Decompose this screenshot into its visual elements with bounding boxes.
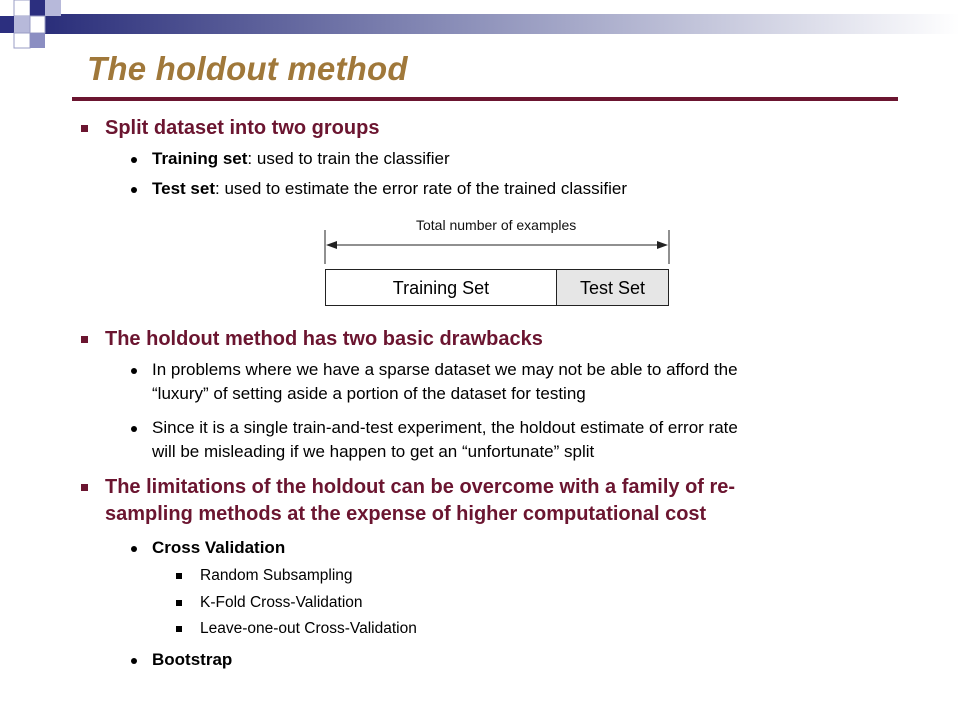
diagram-total-label: Total number of examples [416, 217, 577, 233]
bullet-split-dataset: Split dataset into two groups [105, 115, 379, 142]
round-bullet-icon [131, 658, 137, 664]
list-item-test-set: Test set: used to estimate the error rate of the trained classifier [152, 177, 627, 201]
square-bullet-icon [81, 125, 88, 132]
bullet-limitations: The limitations of the holdout can be overcome with a family of re- sampling methods at the expense of higher computational cost [105, 474, 735, 528]
bullet-drawbacks: The holdout method has two basic drawbacks [105, 326, 543, 353]
square-bullet-icon [176, 573, 182, 579]
list-item-single-experiment: Since it is a single train-and-test experiment, the holdout estimate of error rate will be misleading if we happen to get an “unfortunate” split [152, 416, 738, 464]
round-bullet-icon [131, 368, 137, 374]
page-title: The holdout method [87, 50, 408, 87]
square-bullet-icon [176, 626, 182, 632]
list-item-training-set: Training set: used to train the classifier [152, 147, 450, 171]
header-decoration [0, 0, 960, 56]
square-bullet-icon [81, 336, 88, 343]
square-bullet-icon [176, 600, 182, 606]
list-item-sparse-dataset: In problems where we have a sparse dataset we may not be able to afford the “luxury” of setting aside a portion of the dataset for testing [152, 358, 738, 406]
list-item-cross-validation: Cross Validation [152, 536, 285, 560]
list-item-k-fold: K-Fold Cross-Validation [200, 593, 363, 613]
round-bullet-icon [131, 157, 137, 163]
test-set-box: Test Set [556, 269, 669, 306]
round-bullet-icon [131, 546, 137, 552]
header-gradient-band [44, 14, 960, 34]
total-range-arrow-icon [318, 226, 678, 266]
list-item-random-subsampling: Random Subsampling [200, 566, 353, 586]
square-bullet-icon [81, 484, 88, 491]
title-underline [72, 97, 898, 101]
training-set-box: Training Set [325, 269, 557, 306]
list-item-bootstrap: Bootstrap [152, 648, 232, 672]
round-bullet-icon [131, 426, 137, 432]
round-bullet-icon [131, 187, 137, 193]
list-item-leave-one-out: Leave-one-out Cross-Validation [200, 619, 417, 639]
